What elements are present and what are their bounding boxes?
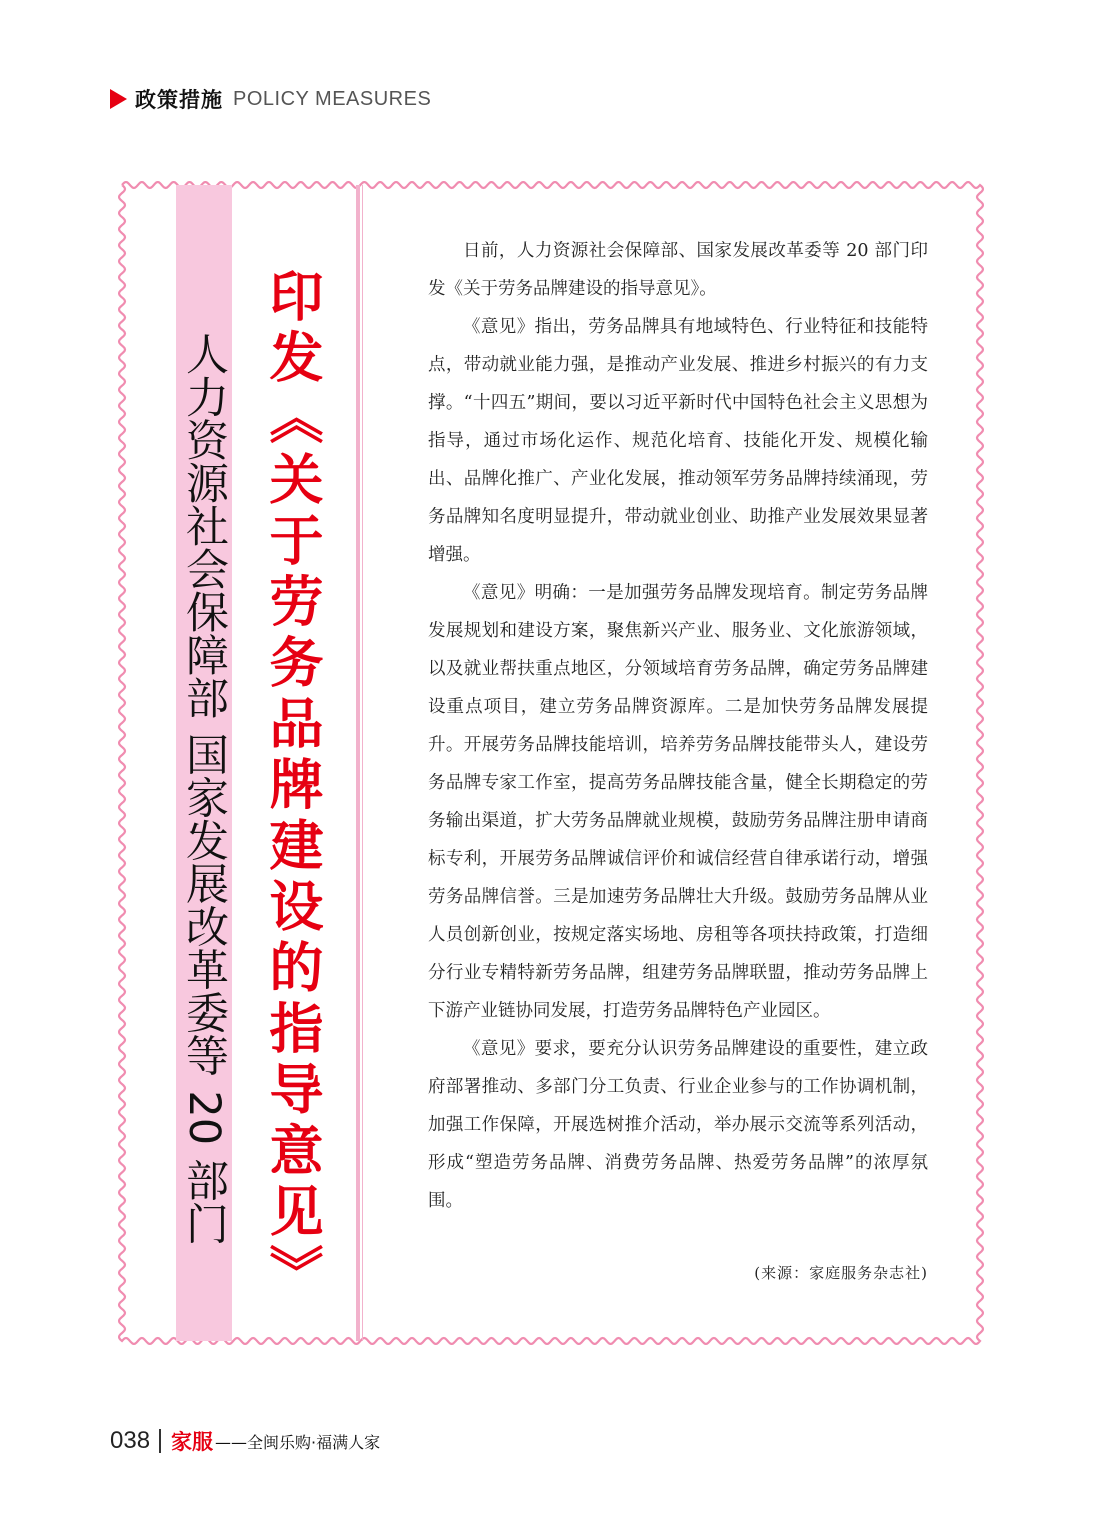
section-title-en: POLICY MEASURES	[233, 87, 432, 110]
magazine-name: 家服	[171, 1430, 214, 1454]
section-header	[110, 84, 431, 114]
page-footer	[110, 1424, 380, 1458]
article-source: (来源：家庭服务杂志社)	[754, 1264, 928, 1282]
page-number: 038	[110, 1427, 151, 1454]
footer-separator	[159, 1429, 161, 1453]
column-divider-thin	[362, 185, 363, 1341]
article-subtitle: 人力资源社会保障部 国家发展改革委等 20 部门	[179, 332, 229, 1245]
paragraph: 《意见》明确：一是加强劳务品牌发现培育。制定劳务品牌发展规划和建设方案，聚焦新兴产业、服务业、文化旅游领域，以及就业帮扶重点地区，分领域培育劳务品牌，确定劳务品牌建设重点项目，建立劳务品牌资源库。二是加快劳务品牌发展提升。开展劳务品牌技能培训，培养劳务品牌技能带头人，建设劳务品牌专家工作室，提高劳务品牌技能含量，健全长期稳定的劳务输出渠道，扩大劳务品牌就业规模，鼓励劳务品牌注册申请商标专利，开展劳务品牌诚信评价和诚信经营自律承诺行动，增强劳务品牌信誉。三是加速劳务品牌壮大升级。鼓励劳务品牌从业人员创新创业，按规定落实场地、房租等各项扶持政策，打造细分行业专精特新劳务品牌，组建劳务品牌联盟，推动劳务品牌上下游产业链协同发展，打造劳务品牌特色产业园区。	[428, 583, 928, 1021]
paragraph: 日前，人力资源社会保障部、国家发展改革委等 20 部门印发《关于劳务品牌建设的指导意见》。	[428, 241, 928, 299]
magazine-slogan: ——全闽乐购·福满人家	[215, 1432, 381, 1452]
column-divider	[356, 185, 360, 1341]
triangle-marker-icon	[110, 89, 127, 109]
paragraph: 《意见》要求，要充分认识劳务品牌建设的重要性，建立政府部署推动、多部门分工负责、行业企业参与的工作协调机制，加强工作保障，开展选树推介活动，举办展示交流等系列活动，形成“塑造劳务品牌、消费劳务品牌、热爱劳务品牌”的浓厚氛围。	[428, 1039, 928, 1211]
paragraph: 《意见》指出，劳务品牌具有地域特色、行业特征和技能特点，带动就业能力强，是推动产业发展、推进乡村振兴的有力支撑。“十四五”期间，要以习近平新时代中国特色社会主义思想为指导，通过市场化运作、规范化培育、技能化开发、规模化输出、品牌化推广、产业化发展，推动领军劳务品牌持续涌现，劳务品牌知名度明显提升，带动就业创业、助推产业发展效果显著增强。	[428, 317, 928, 565]
section-title-cn: 政策措施	[135, 88, 223, 112]
article-title: 印发《关于劳务品牌建设的指导意见》	[261, 268, 324, 1305]
article-body	[428, 232, 928, 1220]
